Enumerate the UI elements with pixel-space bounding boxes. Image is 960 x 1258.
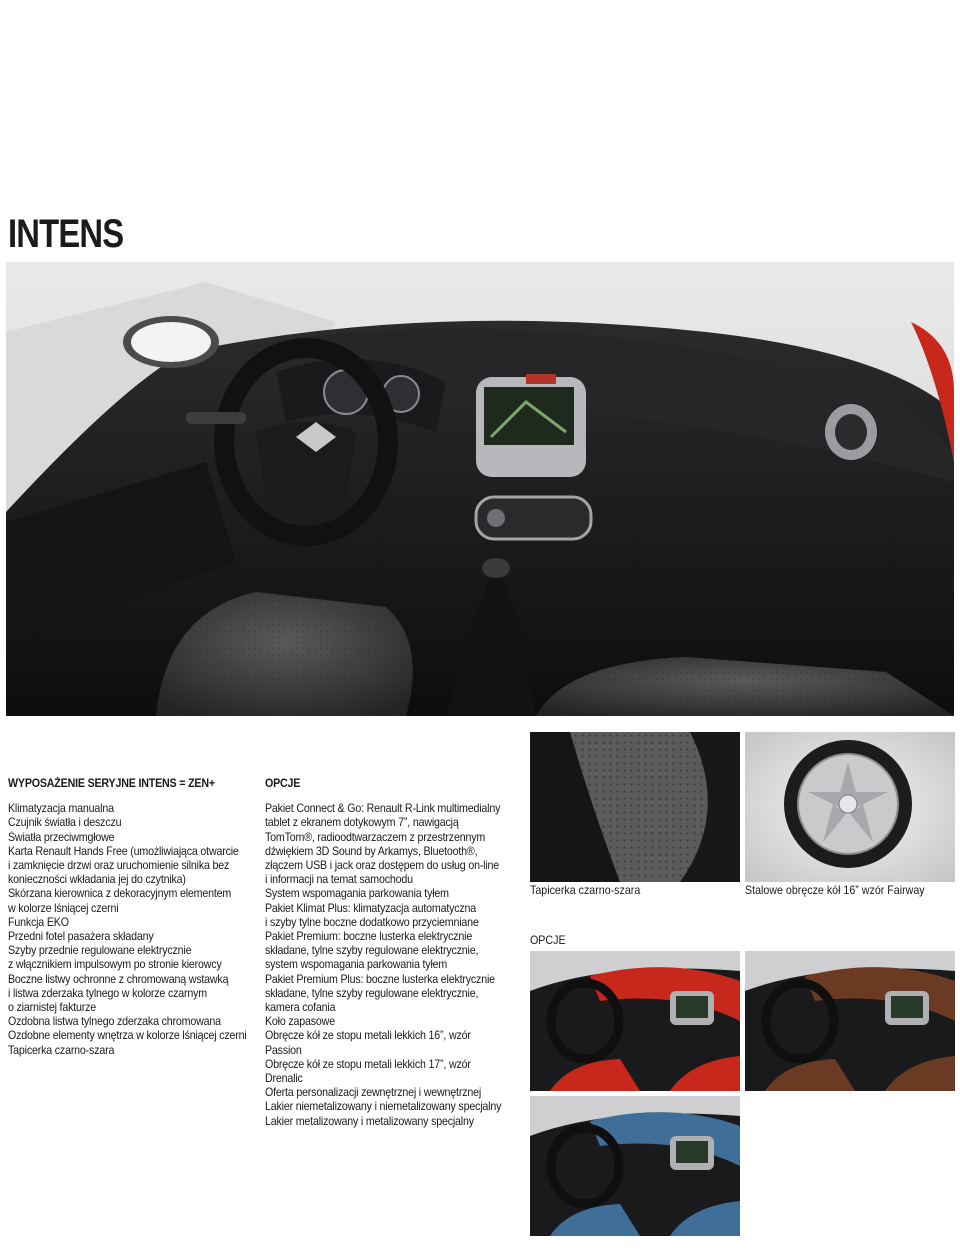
options-caption: OPCJE [530, 934, 566, 947]
brown-trim-photo [745, 951, 955, 1091]
option-item: kamera cofania [265, 1001, 336, 1015]
option-item: składane, tylne szyby regulowane elektrycznie, [265, 944, 479, 958]
standard-item: Tapicerka czarno-szara [8, 1043, 115, 1057]
standard-item: Funkcja EKO [8, 915, 69, 929]
standard-item: Czujnik światła i deszczu [8, 816, 122, 830]
upholstery-photo [530, 732, 740, 882]
option-item: Oferta personalizacji zewnętrznej i wewnętrznej [265, 1086, 482, 1100]
standard-item: Ozdobna listwa tylnego zderzaka chromowana [8, 1015, 221, 1029]
option-item: tablet z ekranem dotykowym 7”, nawigacją [265, 816, 459, 830]
standard-item: Boczne listwy ochronne z chromowaną wstawką [8, 972, 229, 986]
standard-item: o ziarnistej fakturze [8, 1001, 97, 1015]
standard-item: w kolorze lśniącej czerni [8, 901, 119, 915]
options-heading: OPCJE [265, 777, 301, 790]
option-item: Pakiet Connect & Go: Renault R-Link multimedialny [265, 802, 501, 816]
standard-item: i listwa zderzaka tylnego w kolorze czarnym [8, 986, 207, 1000]
option-item: system wspomagania parkowania tyłem [265, 958, 448, 972]
option-item: Pakiet Klimat Plus: klimatyzacja automatyczna [265, 901, 477, 915]
option-item: składane, tylne szyby regulowane elektrycznie, [265, 986, 479, 1000]
standard-item: Szyby przednie regulowane elektrycznie [8, 944, 192, 958]
interior-photo [6, 262, 954, 716]
upholstery-caption: Tapicerka czarno-szara [530, 884, 641, 897]
option-item: Pakiet Premium Plus: boczne lusterka elektrycznie [265, 972, 495, 986]
red-trim-photo [530, 951, 740, 1091]
option-item: System wspomagania parkowania tyłem [265, 887, 449, 901]
wheel-photo [745, 732, 955, 882]
option-item: TomTom®, radioodtwarzaczem z przestrzennym [265, 830, 486, 844]
option-item: Obręcze kół ze stopu metali lekkich 16”, wzór [265, 1029, 471, 1043]
standard-item: Światła przeciwmgłowe [8, 830, 115, 844]
standard-item: konieczności wkładania jej do czytnika) [8, 873, 186, 887]
option-item: dźwiękiem 3D Sound by Arkamys, Bluetooth®, [265, 844, 478, 858]
option-item: i szyby tylne boczne dodatkowo przyciemniane [265, 915, 479, 929]
standard-item: i zamknięcie drzwi oraz uruchomienie silnika bez [8, 859, 230, 873]
option-item: Lakier metalizowany i metalizowany specjalny [265, 1114, 474, 1128]
option-item: złączem USB i jack oraz dostępem do usług on-line [265, 859, 500, 873]
option-item: Obręcze kół ze stopu metali lekkich 17”, wzór [265, 1057, 471, 1071]
options-list [265, 777, 527, 1129]
standard-item: Klimatyzacja manualna [8, 802, 114, 816]
standard-item: Przedni fotel pasażera składany [8, 930, 154, 944]
page-title: INTENS [8, 212, 124, 256]
standard-equipment [8, 777, 260, 1058]
option-item: i informacji na temat samochodu [265, 873, 413, 887]
option-item: Passion [265, 1043, 302, 1057]
standard-item: z włącznikiem impulsowym po stronie kierowcy [8, 958, 222, 972]
option-item: Koło zapasowe [265, 1015, 335, 1029]
wheel-caption: Stalowe obręcze kół 16” wzór Fairway [745, 884, 925, 897]
standard-heading: WYPOSAŻENIE SERYJNE INTENS = ZEN+ [8, 777, 215, 790]
option-item: Lakier niemetalizowany i niemetalizowany specjalny [265, 1100, 502, 1114]
standard-item: Skórzana kierownica z dekoracyjnym elementem [8, 887, 232, 901]
blue-trim-photo [530, 1096, 740, 1236]
option-item: Pakiet Premium: boczne lusterka elektrycznie [265, 930, 473, 944]
standard-item: Karta Renault Hands Free (umożliwiająca otwarcie [8, 844, 239, 858]
option-item: Drenalic [265, 1072, 303, 1086]
standard-item: Ozdobne elementy wnętrza w kolorze lśniącej czerni [8, 1029, 247, 1043]
